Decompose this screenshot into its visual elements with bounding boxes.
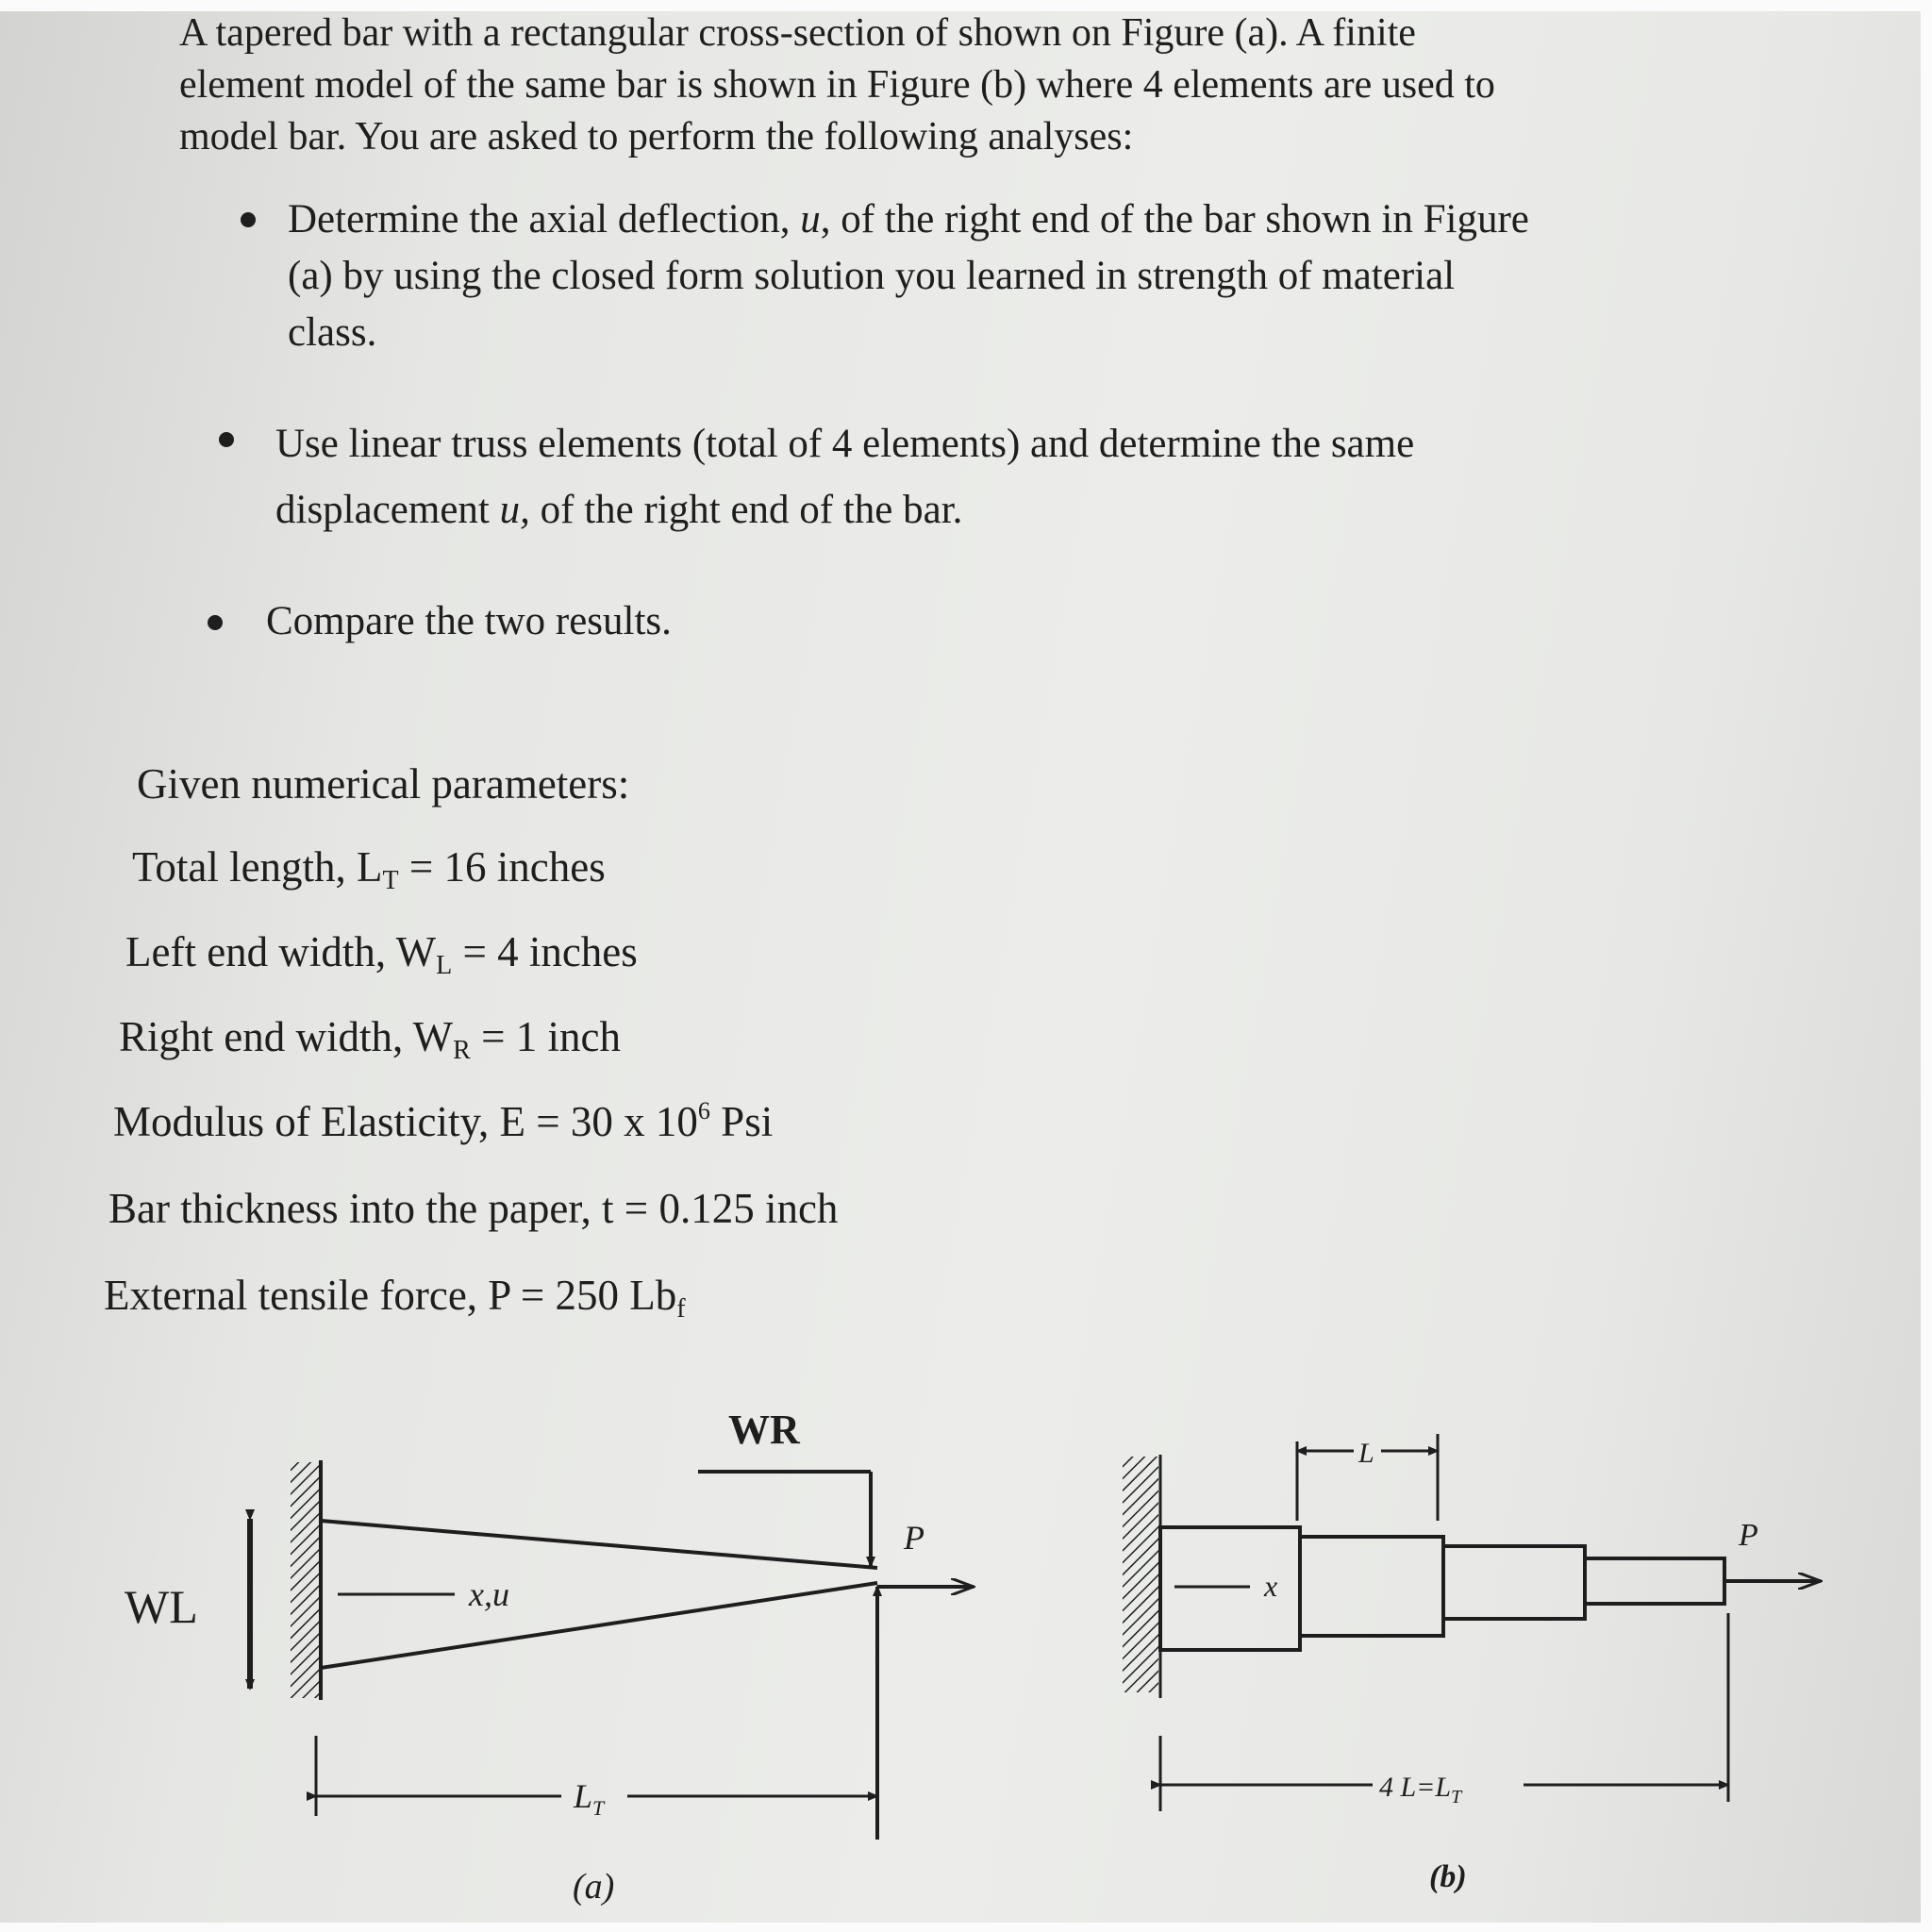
bullet-dot-1 <box>241 212 256 227</box>
bullet-2-line-2: displacement u, of the right end of the bar. <box>275 488 963 532</box>
bullet-1 <box>288 192 1529 361</box>
bullet-dot-2 <box>219 432 234 447</box>
wr-label: WR <box>728 1407 800 1453</box>
intro-line-1: A tapered bar with a rectangular cross-section of shown on Figure (a). A finite <box>179 11 1416 55</box>
bullet-3: Compare the two results. <box>266 599 672 643</box>
element-3 <box>1443 1546 1585 1619</box>
given-modulus: Modulus of Elasticity, E = 30 x $10^6$ Psi <box>113 1097 774 1145</box>
element-4 <box>1585 1558 1724 1604</box>
p-label-a: P <box>904 1519 924 1557</box>
p-label-b: P <box>1739 1518 1758 1553</box>
intro-line-2: element model of the same bar is shown in Figure (b) where 4 elements are used to <box>179 63 1495 107</box>
total-dimension-label: 4 $L=L_T$ <box>1379 1772 1462 1807</box>
bullet-2-line-1: Use linear truss elements (total of 4 elements) and determine the same <box>275 422 1415 466</box>
given-heading: Given numerical parameters: <box>137 760 630 808</box>
element-1 <box>1160 1527 1300 1650</box>
x-label-b: x <box>1264 1569 1278 1603</box>
lt-label: $L_T$ <box>574 1777 605 1820</box>
bullet-1-line-2: (a) by using the closed form solution you learned in strength of material <box>288 254 1456 298</box>
caption-a: (a) <box>573 1867 615 1907</box>
bullet-2 <box>275 411 1414 543</box>
bullet-1-line-3: class. <box>288 310 377 355</box>
element-2 <box>1300 1537 1443 1636</box>
given-total-length: Total length, $L_T = 16$ inches <box>132 843 606 895</box>
caption-b: (b) <box>1429 1859 1467 1894</box>
bullet-1-line-1: Determine the axial deflection, u, of the right end of the bar shown in Figure <box>288 197 1529 242</box>
xu-label: x,u <box>469 1575 509 1613</box>
intro-line-3: model bar. You are asked to perform the following analyses: <box>179 115 1134 158</box>
given-left-width: Left end width, $W_L = 4$ inches <box>125 928 638 980</box>
given-force: External tensile force, P = 250 $Lb_f$ <box>104 1272 686 1324</box>
wall-a <box>291 1462 321 1698</box>
intro-paragraph <box>179 8 1689 163</box>
given-right-width: Right end width, $W_R = 1$ inch <box>119 1013 621 1065</box>
l-label: L <box>1358 1438 1374 1469</box>
figures <box>0 1340 1932 1932</box>
given-thickness: Bar thickness into the paper, t = 0.125 inch <box>108 1185 839 1232</box>
figure-b <box>1123 1434 1821 1894</box>
bullet-dot-3 <box>208 615 223 630</box>
figure-a <box>125 1407 974 1907</box>
wall-b <box>1123 1457 1158 1692</box>
wl-label: WL <box>125 1580 198 1633</box>
tapered-bar-top-edge <box>321 1521 877 1568</box>
